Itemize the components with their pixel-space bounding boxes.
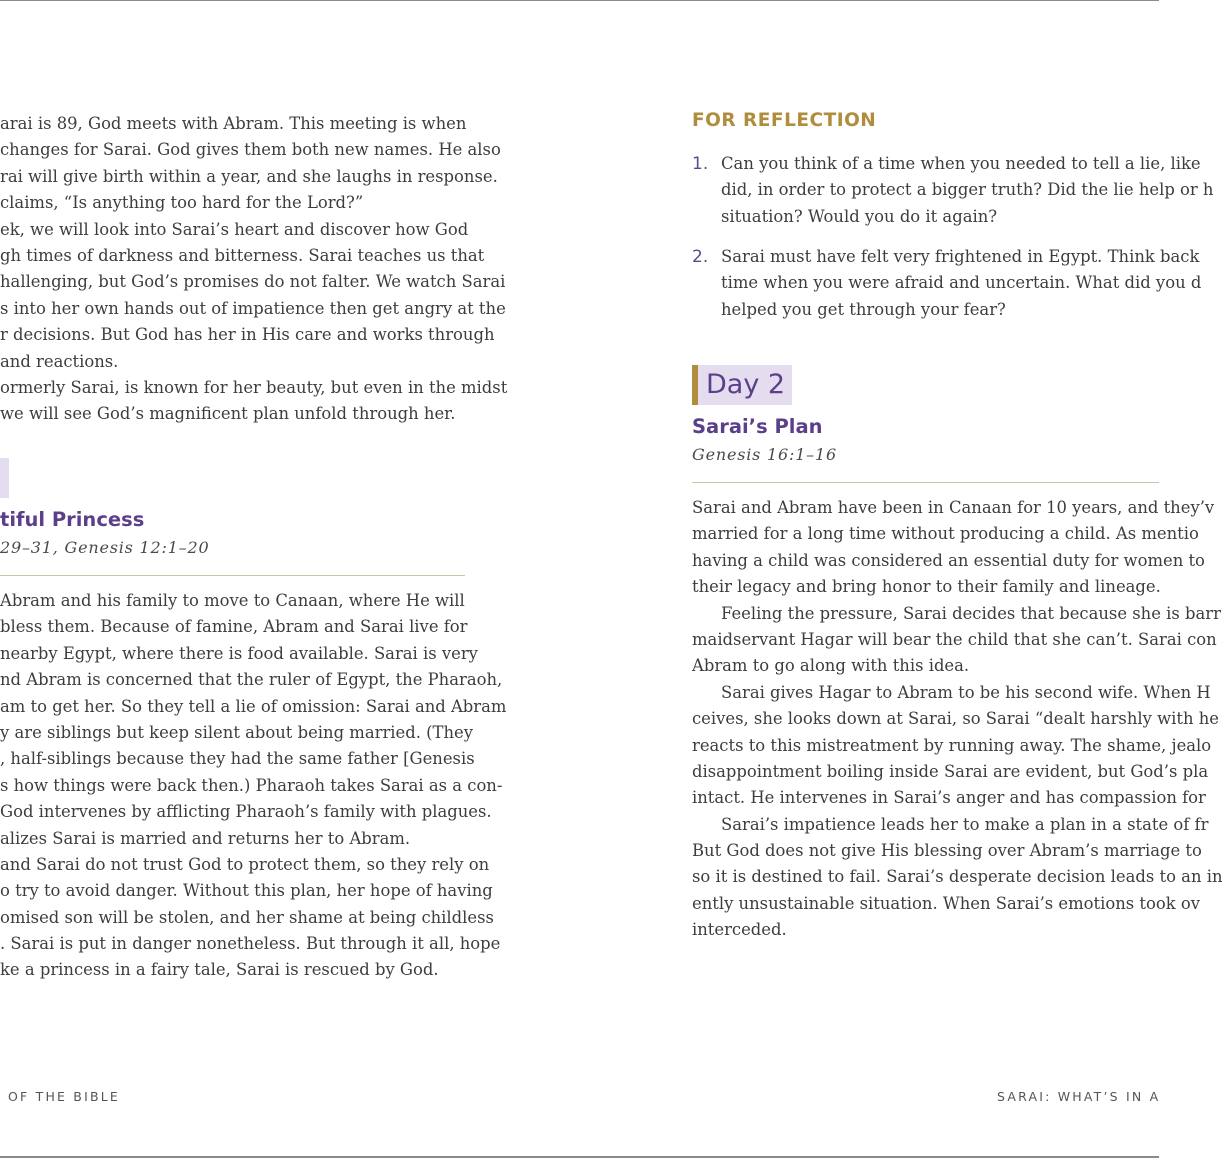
text-line: Sarai’s impatience leads her to make a plan in a state of fr xyxy=(721,814,1209,834)
day-tab-accent xyxy=(692,365,698,405)
text-line: God intervenes by afflicting Pharaoh’s family with plagues. xyxy=(0,802,492,822)
text-line: r decisions. But God has her in His care and works through xyxy=(0,325,495,345)
text-line: Abram and his family to move to Canaan, where He will xyxy=(0,591,465,610)
day-tab xyxy=(692,365,792,405)
text-line: omised son will be stolen, and her shame at being childless xyxy=(0,907,494,927)
text-line: Sarai and Abram have been in Canaan for 10 years, and they’v xyxy=(692,498,1215,517)
text-line: interceded. xyxy=(692,920,787,940)
text-line: we will see God’s magnificent plan unfold through her. xyxy=(0,404,456,424)
section-divider xyxy=(692,482,1159,483)
text-line: ke a princess in a fairy tale, Sarai is rescued by God. xyxy=(0,960,439,980)
text-line: situation? Would you do it again? xyxy=(721,206,998,226)
text-line: o try to avoid danger. Without this plan, her hope of having xyxy=(0,881,493,901)
left-page xyxy=(0,0,508,1156)
text-line: reacts to this mistreatment by running away. The shame, jealo xyxy=(692,735,1212,755)
text-line: Feeling the pressure, Sarai decides that because she is barr xyxy=(721,603,1221,623)
question-text xyxy=(721,244,1201,323)
question-number: 1. xyxy=(692,154,709,174)
text-line: ceives, she looks down at Sarai, so Sarai “dealt harshly with he xyxy=(692,709,1219,729)
text-line: , half-siblings because they had the same father [Genesis xyxy=(0,749,475,769)
running-footer: SARAI: WHAT’S IN A xyxy=(997,1089,1161,1104)
text-line: having a child was considered an essential duty for women to xyxy=(692,550,1205,570)
text-line: married for a long time without producing a child. As mentio xyxy=(692,524,1199,544)
text-line: But God does not give His blessing over Abram’s marriage to xyxy=(692,841,1202,861)
section-divider xyxy=(0,575,465,576)
text-line: ormerly Sarai, is known for her beauty, but even in the midst xyxy=(0,377,508,397)
text-line: so it is destined to fail. Sarai’s desperate decision leads to an in xyxy=(692,867,1223,887)
scripture-reference: Genesis 16:1–16 xyxy=(692,445,837,464)
text-line: claims, “Is anything too hard for the Lord?” xyxy=(0,193,364,213)
text-line: time when you were afraid and uncertain. What did you d xyxy=(721,273,1202,293)
text-line: nd Abram is concerned that the ruler of Egypt, the Pharaoh, xyxy=(0,670,503,690)
body-paragraphs xyxy=(692,495,1223,944)
section-title: Sarai’s Plan xyxy=(692,415,823,438)
question-number: 2. xyxy=(692,247,709,267)
text-line: alizes Sarai is married and returns her to Abram. xyxy=(0,828,411,848)
text-line: s how things were back then.) Pharaoh takes Sarai as a con- xyxy=(0,775,503,795)
text-line: ek, we will look into Sarai’s heart and discover how God xyxy=(0,219,469,239)
text-line: Sarai gives Hagar to Abram to be his second wife. When H xyxy=(721,682,1211,702)
text-line: did, in order to protect a bigger truth? Did the lie help or h xyxy=(721,180,1214,200)
text-line: Abram to go along with this idea. xyxy=(692,656,970,676)
text-line: their legacy and bring honor to their family and lineage. xyxy=(692,577,1161,597)
question-text xyxy=(721,151,1214,230)
text-line: maidservant Hagar will bear the child that she can’t. Sarai con xyxy=(692,629,1217,649)
text-line: bless them. Because of famine, Abram and Sarai live for xyxy=(0,617,468,637)
page-bottom-edge xyxy=(0,1156,1159,1158)
text-line: changes for Sarai. God gives them both new names. He also xyxy=(0,140,501,160)
text-line: am to get her. So they tell a lie of omission: Sarai and Abram xyxy=(0,696,507,716)
text-line: and reactions. xyxy=(0,351,119,371)
running-footer: OF THE BIBLE xyxy=(8,1089,121,1104)
right-page xyxy=(692,0,1223,1156)
text-line: arai is 89, God meets with Abram. This meeting is when xyxy=(0,114,467,133)
text-line: gh times of darkness and bitterness. Sarai teaches us that xyxy=(0,245,485,265)
text-line: and Sarai do not trust God to protect them, so they rely on xyxy=(0,854,490,874)
day-tab-marker xyxy=(0,458,9,498)
text-line: nearby Egypt, where there is food available. Sarai is very xyxy=(0,643,478,663)
scripture-reference: 29–31, Genesis 12:1–20 xyxy=(0,538,210,557)
day-label: Day 2 xyxy=(706,369,786,400)
intro-paragraphs xyxy=(0,111,507,428)
text-line: hallenging, but God’s promises do not falter. We watch Sarai xyxy=(0,272,506,292)
text-line: y are siblings but keep silent about being married. (They xyxy=(0,722,473,742)
section-title: tiful Princess xyxy=(0,508,145,531)
text-line: intact. He intervenes in Sarai’s anger and has compassion for xyxy=(692,788,1206,808)
text-line: Can you think of a time when you needed to tell a lie, like xyxy=(721,154,1201,173)
text-line: ently unsustainable situation. When Sarai’s emotions took ov xyxy=(692,893,1200,913)
text-line: rai will give birth within a year, and she laughs in response. xyxy=(0,166,498,186)
reflection-heading: FOR REFLECTION xyxy=(692,110,877,131)
text-line: s into her own hands out of impatience then get angry at the xyxy=(0,298,506,318)
text-line: helped you get through your fear? xyxy=(721,299,1006,319)
text-line: . Sarai is put in danger nonetheless. But through it all, hope xyxy=(0,934,501,954)
body-paragraphs xyxy=(0,588,506,984)
text-line: Sarai must have felt very frightened in Egypt. Think back xyxy=(721,247,1200,266)
text-line: disappointment boiling inside Sarai are evident, but God’s pla xyxy=(692,761,1209,781)
